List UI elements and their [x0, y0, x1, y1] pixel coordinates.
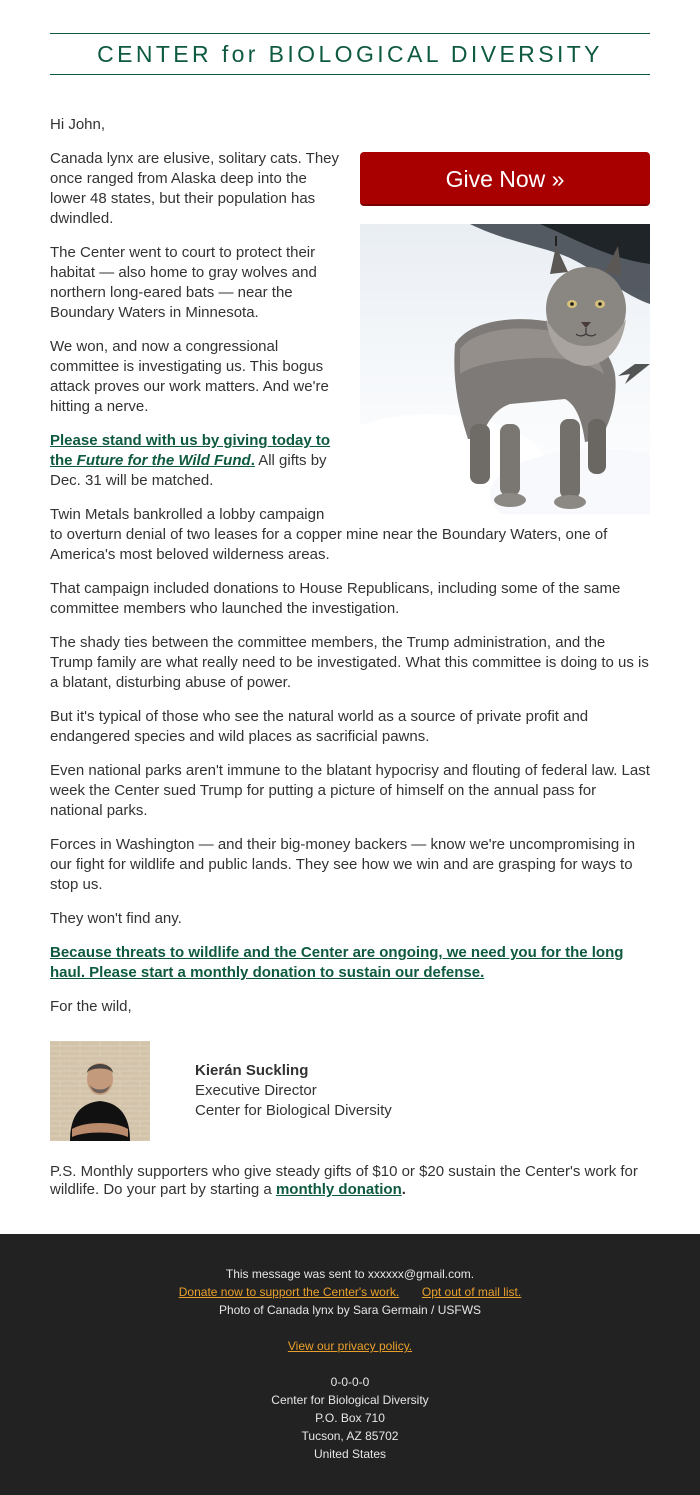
ps-text: P.S. Monthly supporters who give steady gifts of $10 or $20 sustain the Center's work for wildlife. Do your part by starting a [50, 1163, 638, 1198]
signature-title: Executive Director [195, 1082, 317, 1099]
footer-photo-credit: Photo of Canada lynx by Sara Germain / USFWS [218, 1303, 482, 1317]
signature-text [195, 1061, 392, 1121]
body-paragraph-1: Canada lynx are elusive, solitary cats. They once ranged from Alaska deep into the lower 48 states, but their population has dwindled. [50, 150, 340, 227]
body-paragraph-5: Twin Metals bankrolled a lobby campaign to overturn denial of two leases for a copper mine near the Boundary Waters, one of America's most beloved wilderness areas. [50, 506, 608, 563]
signature-name: Kierán Suckling [195, 1062, 309, 1079]
avatar [50, 1041, 150, 1141]
greeting: Hi John, [50, 116, 106, 133]
masthead-title: CENTER for BIOLOGICAL DIVERSITY [97, 41, 603, 67]
give-today-link-text-a: Please stand with us by giving today to the [50, 432, 331, 469]
footer-code: 0-0-0-0 [330, 1375, 370, 1389]
email-body [50, 75, 650, 1199]
matched-note: All gifts by Dec. 31 will be matched. [50, 452, 327, 489]
give-today-link-text-b: . [250, 452, 255, 469]
email-container [50, 0, 650, 1199]
footer-country: United States [313, 1447, 387, 1461]
lynx-illustration [360, 224, 650, 514]
portrait-illustration [50, 1041, 150, 1141]
body-paragraph-10: Forces in Washington — and their big-money backers — know we're uncompromising in our fight for wildlife and public lands. They see how we win and are grasping for ways to stop us. [50, 836, 636, 893]
postscript [50, 1163, 650, 1199]
footer-optout-link[interactable]: Opt out of mail list. [421, 1285, 522, 1299]
body-paragraph-12 [50, 943, 650, 983]
closing: For the wild, [50, 998, 132, 1015]
fund-name: Future for the Wild Fund [76, 452, 251, 469]
masthead [50, 33, 650, 75]
footer-po-box: P.O. Box 710 [315, 1411, 385, 1425]
sidebar [360, 152, 650, 514]
lynx-photo [360, 224, 650, 514]
footer-city: Tucson, AZ 85702 [301, 1429, 399, 1443]
ps-end: . [401, 1181, 406, 1198]
footer-privacy-link[interactable]: View our privacy policy. [287, 1339, 413, 1353]
body-paragraph-3: We won, and now a congressional committee is investigating us. This bogus attack proves our work matters. And we're hitting a nerve. [50, 338, 329, 415]
monthly-donation-cta-link[interactable]: Because threats to wildlife and the Center are ongoing, we need you for the long haul. Please start a monthly donation to sustain our defense. [50, 944, 624, 981]
body-paragraph-11: They won't find any. [50, 910, 182, 927]
body-paragraph-6: That campaign included donations to House Republicans, including some of the same committee members who launched the investigation. [50, 580, 621, 617]
footer-links-row [0, 1283, 700, 1301]
monthly-donation-link[interactable]: monthly donation [275, 1181, 402, 1198]
body-paragraph-2: The Center went to court to protect their habitat — also home to gray wolves and northern long-eared bats — near the Boundary Waters in Minnesota. [50, 244, 317, 321]
footer-donate-link[interactable]: Donate now to support the Center's work. [178, 1285, 400, 1299]
body-paragraph-8: But it's typical of those who see the natural world as a source of private profit and endangered species and wild places as sacrificial pawns. [50, 708, 589, 745]
footer [0, 1234, 700, 1495]
body-paragraph-7: The shady ties between the committee members, the Trump administration, and the Trump family are what really need to be investigated. What this committee is doing to us is a blatant, disturbing abuse of power. [50, 634, 649, 691]
footer-sent-to: This message was sent to xxxxxx@gmail.com. [225, 1267, 475, 1281]
signature-org: Center for Biological Diversity [195, 1102, 392, 1119]
body-paragraph-9: Even national parks aren't immune to the blatant hypocrisy and flouting of federal law. Last week the Center sued Trump for putting a picture of himself on the annual pass for national parks. [50, 762, 650, 819]
signature-block [50, 1041, 650, 1141]
footer-org: Center for Biological Diversity [271, 1393, 429, 1407]
give-now-button[interactable]: Give Now » [360, 152, 650, 206]
